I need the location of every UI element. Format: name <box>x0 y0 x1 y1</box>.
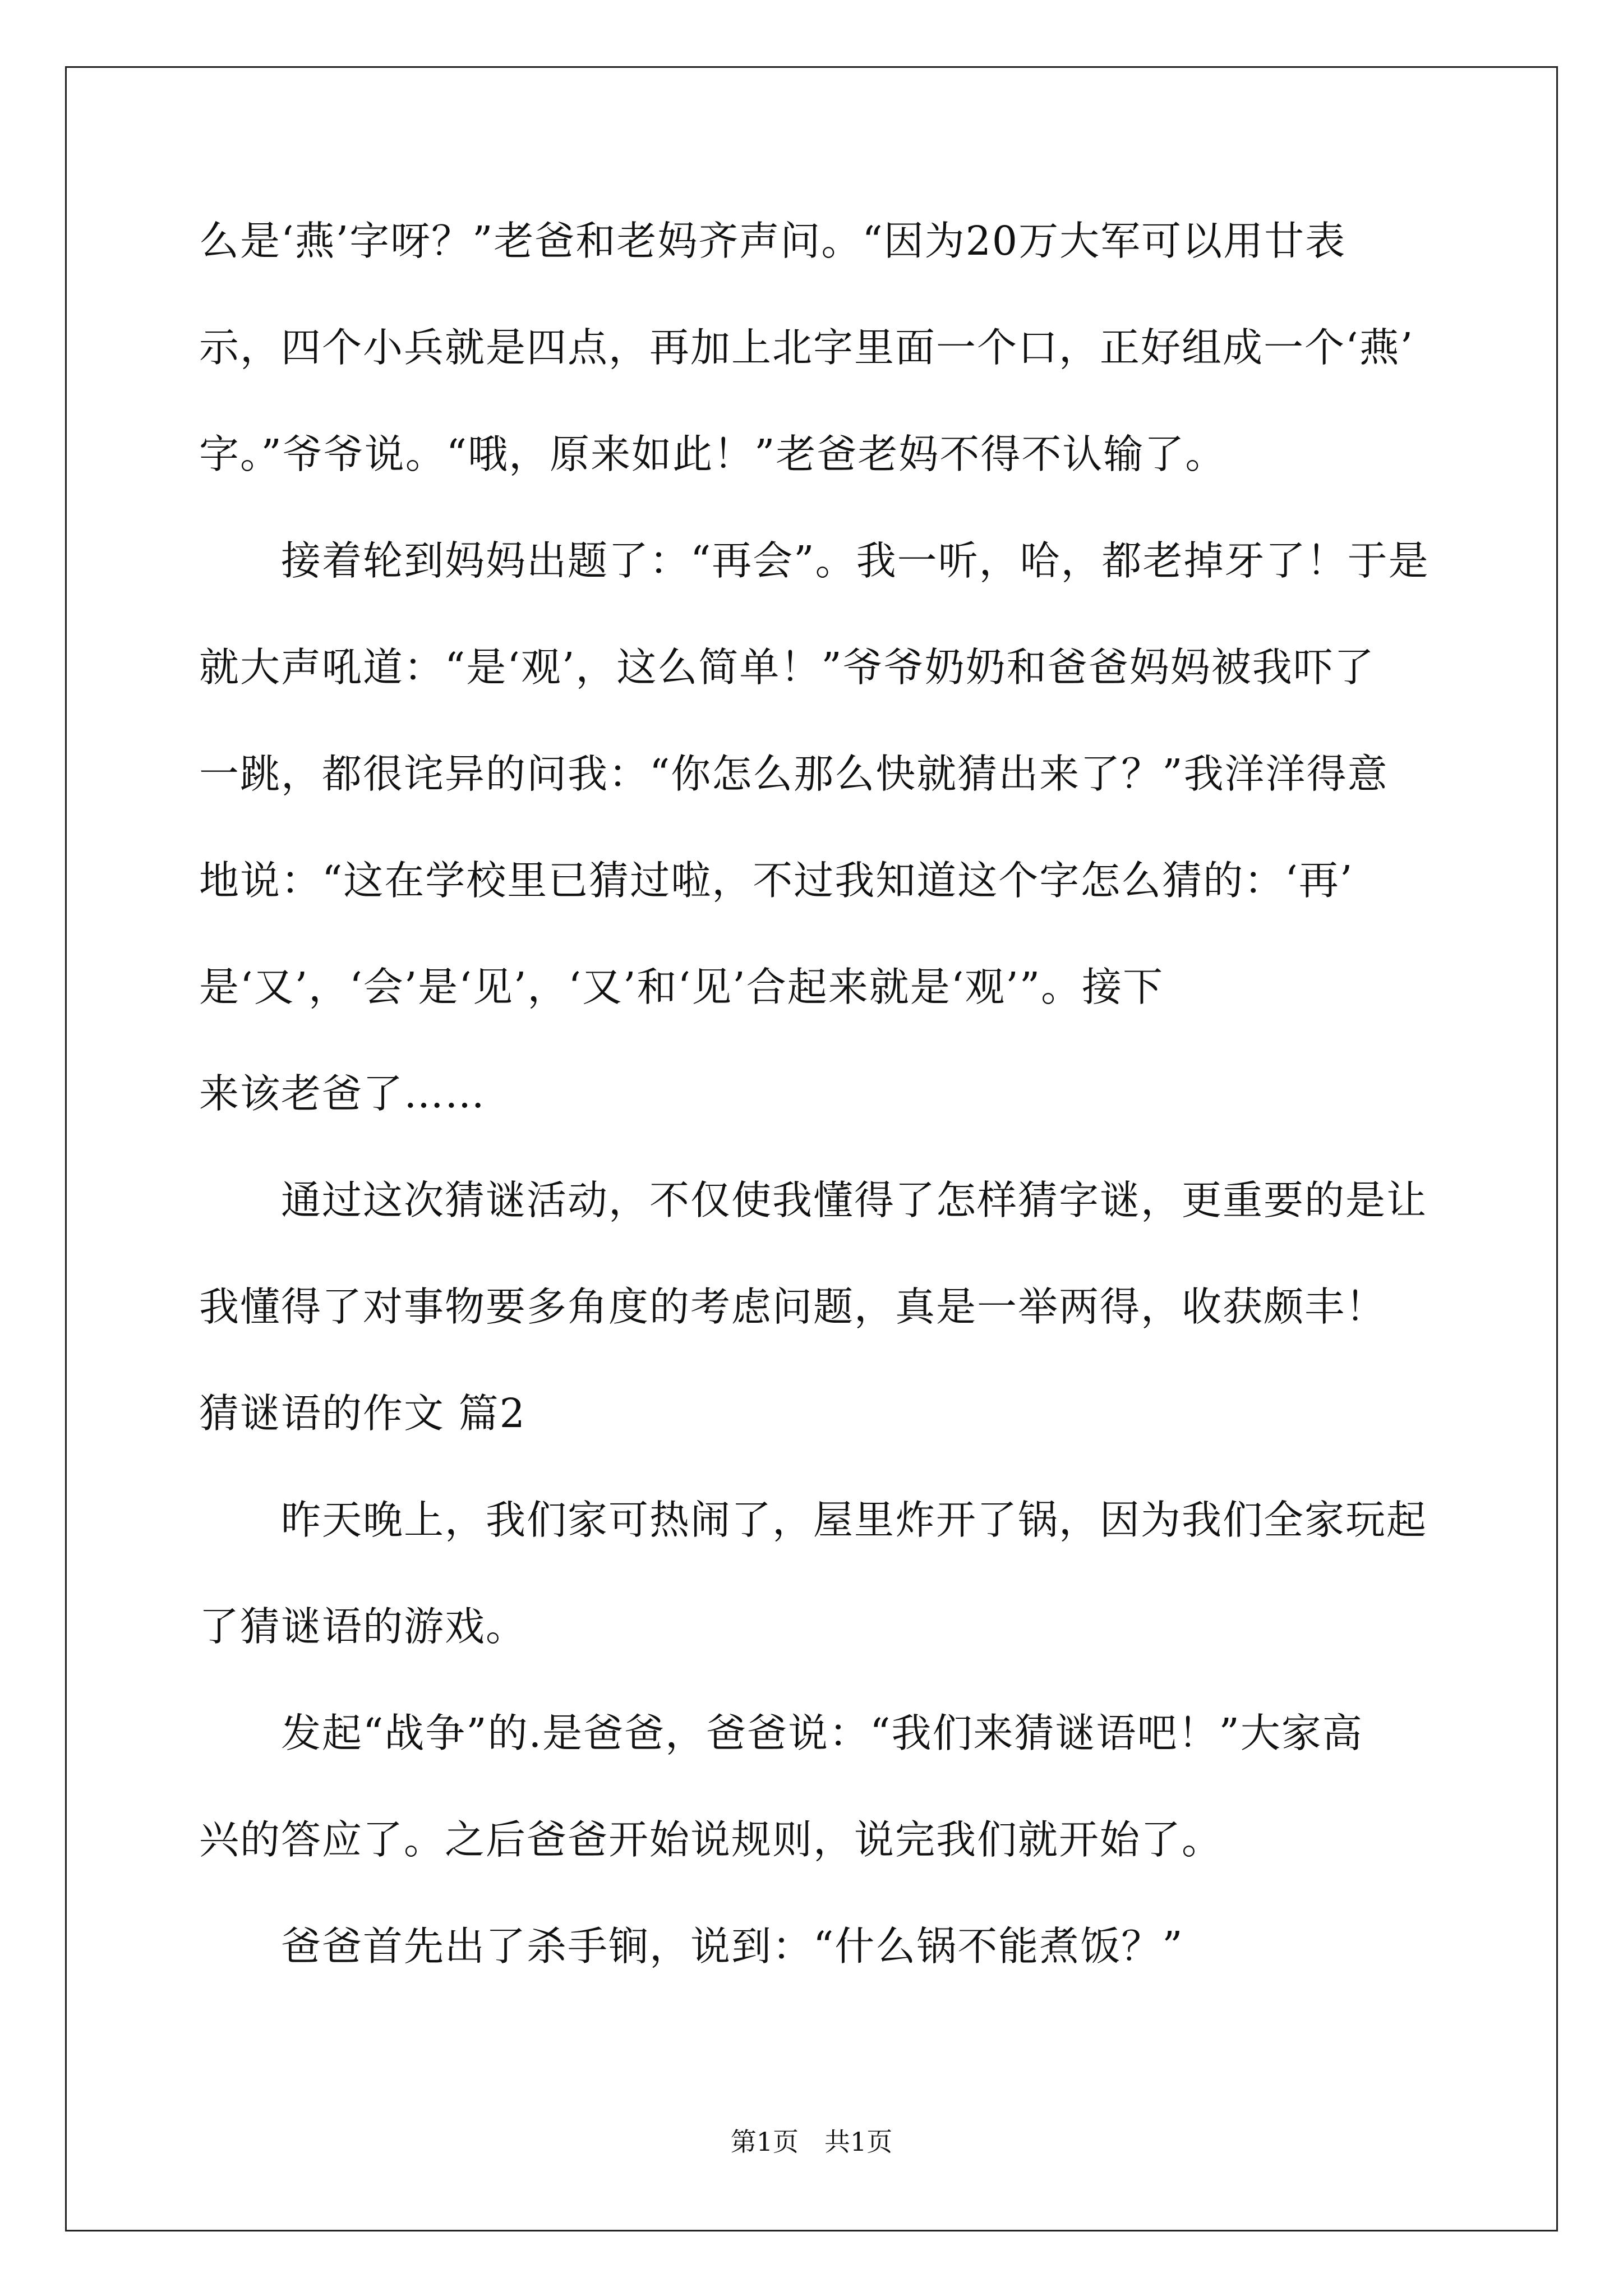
text-line: 一跳，都很诧异的问我：“你怎么那么快就猜出来了？”我洋洋得意 <box>199 751 1389 797</box>
text-line: 是‘又’，‘会’是‘见’，‘又’和‘见’合起来就是‘观’”。接下 <box>199 964 1164 1010</box>
text-line: 地说：“这在学校里已猜过啦，不过我知道这个字怎么猜的：‘再’ <box>199 857 1354 904</box>
text-line: 我懂得了对事物要多角度的考虑问题，真是一举两得，收获颇丰！ <box>199 1283 1387 1330</box>
section-heading: 猜谜语的作文 篇2 <box>199 1390 526 1437</box>
text-line: 来该老爸了…… <box>199 1070 486 1117</box>
page-border <box>65 66 1558 2231</box>
paragraph-first-line: 爸爸首先出了杀手锏，说到：“什么锅不能煮饭？” <box>281 1923 1184 1970</box>
text-line: 么是‘燕’字呀？”老爸和老妈齐声问。“因为20万大军可以用廿表 <box>199 218 1347 264</box>
text-line: 示，四个小兵就是四点，再加上北字里面一个口，正好组成一个‘燕’ <box>199 324 1414 371</box>
text-line: 字。”爷爷说。“哦，原来如此！”老爸老妈不得不认输了。 <box>199 431 1227 477</box>
paragraph-first-line: 接着轮到妈妈出题了：“再会”。我一听，哈，都老掉牙了！于是 <box>281 537 1430 584</box>
paragraph-first-line: 通过这次猜谜活动，不仅使我懂得了怎样猜字谜，更重要的是让 <box>281 1177 1428 1223</box>
text-line: 兴的答应了。之后爸爸开始说规则，说完我们就开始了。 <box>199 1816 1223 1863</box>
paragraph-first-line: 昨天晚上，我们家可热闹了，屋里炸开了锅，因为我们全家玩起 <box>281 1497 1428 1543</box>
paragraph-first-line: 发起“战争”的.是爸爸，爸爸说：“我们来猜谜语吧！”大家高 <box>281 1710 1363 1756</box>
text-line: 就大声吼道：“是‘观’，这么简单！”爷爷奶奶和爸爸妈妈被我吓了 <box>199 644 1375 691</box>
text-line: 了猜谜语的游戏。 <box>199 1603 527 1650</box>
page-footer: 第1页 共1页 <box>730 2127 893 2157</box>
